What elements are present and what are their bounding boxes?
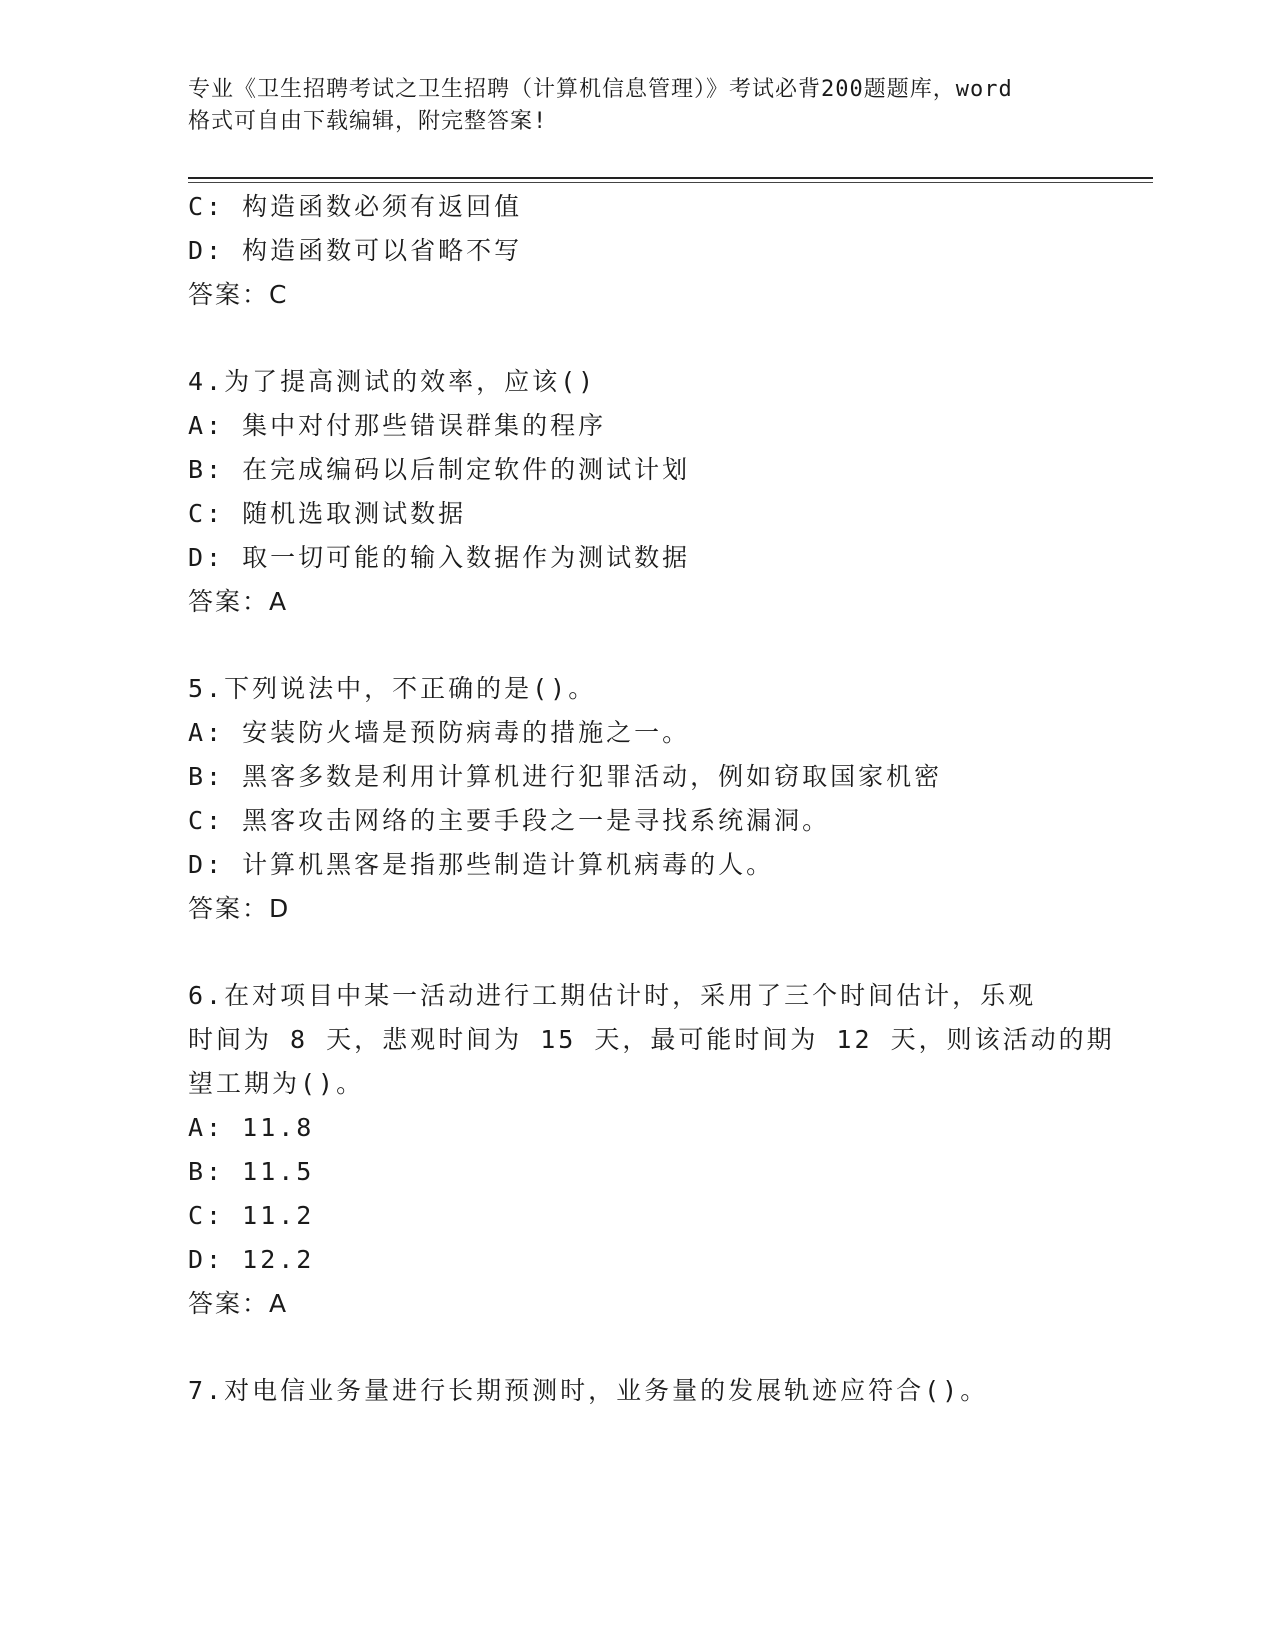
- q6-option-a: A: 11.8: [188, 1113, 315, 1142]
- q6-option-b: B: 11.5: [188, 1157, 315, 1186]
- q6-question-line-3: 望工期为()。: [188, 1069, 365, 1098]
- q7-question: 7.对电信业务量进行长期预测时，业务量的发展轨迹应符合()。: [188, 1376, 989, 1405]
- q6-answer: 答案：A: [188, 1289, 289, 1318]
- q5-option-d: D: 计算机黑客是指那些制造计算机病毒的人。: [188, 850, 775, 879]
- header-divider-thick: [188, 177, 1153, 179]
- q5-question: 5.下列说法中，不正确的是()。: [188, 674, 597, 703]
- header-divider-thin: [188, 182, 1153, 183]
- q6-question-line-1: 6.在对项目中某一活动进行工期估计时，采用了三个时间估计，乐观: [188, 981, 1037, 1010]
- q3-option-d: D: 构造函数可以省略不写: [188, 236, 523, 265]
- q5-option-b: B: 黑客多数是利用计算机进行犯罪活动，例如窃取国家机密: [188, 762, 943, 791]
- document-header: [188, 74, 1088, 138]
- q4-question: 4.为了提高测试的效率，应该(): [188, 367, 597, 396]
- q3-option-c: C: 构造函数必须有返回值: [188, 192, 523, 221]
- q4-option-b: B: 在完成编码以后制定软件的测试计划: [188, 455, 691, 484]
- q6-question-line-2: 时间为 8 天，悲观时间为 15 天，最可能时间为 12 天，则该活动的期: [188, 1025, 1115, 1054]
- q5-option-c: C: 黑客攻击网络的主要手段之一是寻找系统漏洞。: [188, 806, 831, 835]
- header-line-1: 专业《卫生招聘考试之卫生招聘（计算机信息管理）》考试必背200题题库，word: [188, 77, 1013, 102]
- q4-option-a: A: 集中对付那些错误群集的程序: [188, 411, 607, 440]
- header-line-2: 格式可自由下载编辑，附完整答案!: [188, 109, 548, 134]
- q5-answer: 答案：D: [188, 894, 291, 923]
- q4-answer: 答案：A: [188, 587, 289, 616]
- q4-option-c: C: 随机选取测试数据: [188, 499, 467, 528]
- q6-option-c: C: 11.2: [188, 1201, 315, 1230]
- q3-answer: 答案：C: [188, 280, 289, 309]
- q6-option-d: D: 12.2: [188, 1245, 315, 1274]
- q5-option-a: A: 安装防火墙是预防病毒的措施之一。: [188, 718, 691, 747]
- q4-option-d: D: 取一切可能的输入数据作为测试数据: [188, 543, 691, 572]
